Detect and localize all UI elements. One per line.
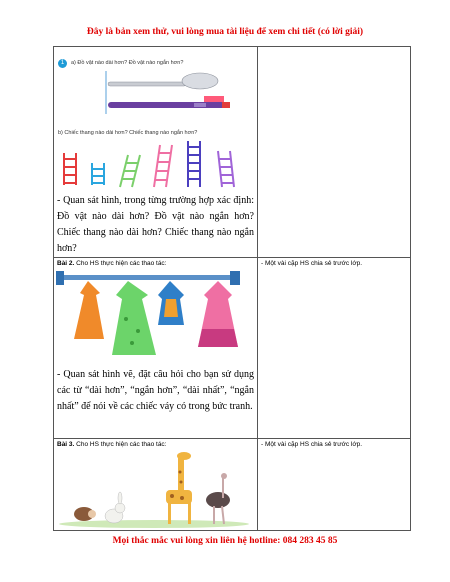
dress-icon bbox=[112, 281, 156, 355]
dress-icon bbox=[74, 281, 104, 339]
task-heading bbox=[54, 258, 257, 269]
task-number: Bài 2. bbox=[57, 260, 75, 267]
lesson-table bbox=[53, 46, 411, 531]
ostrich-icon bbox=[206, 473, 230, 524]
table-row bbox=[54, 258, 411, 439]
spoon-icon bbox=[108, 73, 218, 89]
student-activity-cell bbox=[258, 439, 411, 531]
ladder-icon bbox=[218, 151, 234, 187]
dress-icon bbox=[158, 281, 184, 325]
activity-instructions: - Quan sát hình vẽ, đặt câu hỏi cho bạn sử dụng các từ “dài hơn”, “ngắn hơn”, “dài nhất”, “ngắn nhất” để nói về các chiếc váy có trong bức tranh. bbox=[57, 369, 254, 412]
animals-illustration bbox=[54, 450, 257, 528]
task-title: Cho HS thực hiện các thao tác: bbox=[74, 441, 167, 448]
student-note: - Một vài cặp HS chia sẻ trước lớp. bbox=[261, 441, 363, 448]
student-note: - Một vài cặp HS chia sẻ trước lớp. bbox=[261, 260, 363, 267]
activity-instructions: - Quan sát hình, trong từng trường hợp xác định: Đồ vật nào dài hơn? Đồ vật nào ngắn hơn? Chiếc thang nào dài hơn? Chiếc thang nào ngắn hơn? bbox=[57, 195, 254, 254]
question-number-badge: 1 bbox=[58, 59, 67, 68]
rabbit-icon bbox=[105, 492, 125, 523]
activity-cell bbox=[54, 258, 258, 439]
ladder-icon bbox=[188, 141, 200, 187]
activity-cell bbox=[54, 439, 258, 531]
task-number: Bài 3. bbox=[57, 441, 75, 448]
table-row bbox=[54, 439, 411, 531]
ladders-illustration bbox=[54, 141, 257, 193]
ladder-icon bbox=[154, 145, 172, 187]
hedgehog-icon bbox=[74, 507, 96, 521]
table-row bbox=[54, 47, 411, 258]
student-activity-cell bbox=[258, 258, 411, 439]
task-heading bbox=[54, 439, 257, 450]
spoon-toothbrush-illustration bbox=[54, 69, 257, 119]
dress-icon bbox=[198, 281, 238, 347]
question-a-text: a) Đồ vật nào dài hơn? Đồ vật nào ngắn hơn? bbox=[71, 60, 184, 66]
task-title: Cho HS thực hiện các thao tác: bbox=[74, 260, 167, 267]
student-activity-cell bbox=[258, 47, 411, 258]
giraffe-icon bbox=[166, 452, 192, 524]
ladder-icon bbox=[64, 153, 76, 185]
question-b-text: b) Chiếc thang nào dài hơn? Chiếc thang nào ngắn hơn? bbox=[58, 130, 198, 136]
ladder-icon bbox=[120, 155, 140, 187]
activity-cell bbox=[54, 47, 258, 258]
preview-notice: Đây là bản xem thử, vui lòng mua tài liệu để xem chi tiết (có lời giải) bbox=[86, 27, 364, 37]
toothbrush-icon bbox=[108, 96, 230, 108]
clothes-rack-icon bbox=[56, 271, 240, 285]
hotline-notice: Mọi thắc mắc vui lòng xin liên hệ hotline: 084 283 45 85 bbox=[112, 536, 338, 546]
dresses-illustration bbox=[54, 269, 257, 361]
ladder-icon bbox=[92, 163, 104, 185]
